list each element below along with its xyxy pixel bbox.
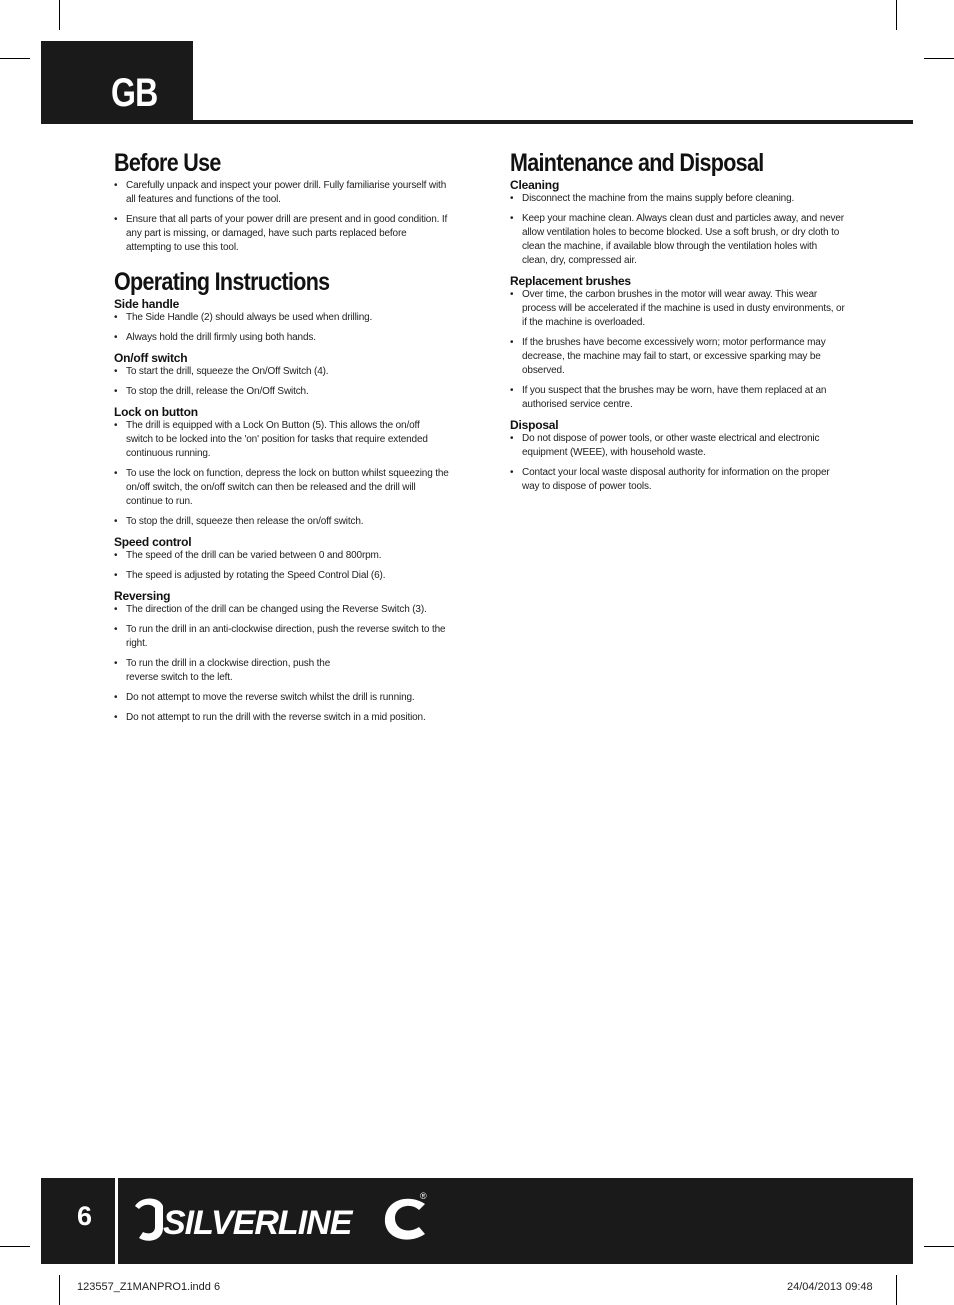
crop-mark — [896, 0, 897, 30]
lock-on-heading: Lock on button — [114, 405, 198, 419]
lock-on-list — [114, 419, 449, 529]
list-item: • Do not attempt to run the drill with the reverse switch in a mid position. — [114, 711, 449, 725]
list-item: • Contact your local waste disposal authority for information on the proper way to dispose of power tools. — [510, 466, 845, 494]
speed-list — [114, 549, 449, 583]
list-item: • To stop the drill, squeeze then release the on/off switch. — [114, 515, 449, 529]
reversing-list — [114, 603, 449, 725]
footer-bar — [41, 1178, 913, 1264]
footer-divider — [115, 1178, 118, 1264]
list-item: • Do not attempt to move the reverse switch whilst the drill is running. — [114, 691, 449, 705]
registered-mark: ® — [420, 1191, 427, 1201]
silverline-logo — [129, 1186, 439, 1252]
wrench-right-icon — [385, 1199, 425, 1240]
list-item: • The speed of the drill can be varied between 0 and 800rpm. — [114, 549, 449, 563]
slug-datetime: 24/04/2013 09:48 — [787, 1281, 873, 1293]
brand-wordmark: SILVERLINE — [163, 1204, 352, 1242]
disposal-heading: Disposal — [510, 418, 559, 432]
right-column — [510, 148, 845, 500]
on-off-list — [114, 365, 449, 399]
list-item: • Ensure that all parts of your power drill are present and in good condition. If any part is missing, or damaged, have such parts replaced before attempting to use this tool. — [114, 213, 449, 255]
operating-title: Operating Instructions — [114, 268, 330, 296]
side-handle-list — [114, 311, 449, 345]
list-item: • If you suspect that the brushes may be worn, have them replaced at an authorised service centre. — [510, 384, 845, 412]
list-item: • To run the drill in an anti-clockwise direction, push the reverse switch to the right. — [114, 623, 449, 651]
disposal-list — [510, 432, 845, 494]
left-column — [114, 148, 449, 731]
list-item: • To start the drill, squeeze the On/Off Switch (4). — [114, 365, 449, 379]
list-item: • The Side Handle (2) should always be used when drilling. — [114, 311, 449, 325]
cleaning-heading: Cleaning — [510, 178, 560, 192]
crop-mark — [0, 1246, 30, 1247]
brushes-heading: Replacement brushes — [510, 274, 631, 288]
list-item: • The drill is equipped with a Lock On Button (5). This allows the on/off switch to be locked into the 'on' position for tasks that require extended continuous running. — [114, 419, 449, 461]
speed-heading: Speed control — [114, 535, 192, 549]
cleaning-list — [510, 192, 845, 268]
list-item: • To stop the drill, release the On/Off Switch. — [114, 385, 449, 399]
slug-filename: 123557_Z1MANPRO1.indd 6 — [77, 1281, 221, 1293]
list-item: • Keep your machine clean. Always clean dust and particles away, and never allow ventilation holes to become blocked. Use a soft brush, or dry cloth to clean the machine, if available blow through the ventilation holes with clean, dry, compressed air. — [510, 212, 845, 268]
wrench-left-icon — [135, 1199, 163, 1241]
crop-mark — [59, 0, 60, 30]
list-item: • Carefully unpack and inspect your power drill. Fully familiarise yourself with all features and functions of the tool. — [114, 179, 449, 207]
crop-mark — [59, 1275, 60, 1305]
list-item: • To run the drill in a clockwise direction, push the reverse switch to the left. — [114, 657, 449, 685]
header-rule — [193, 120, 913, 124]
language-label: GB — [111, 71, 158, 115]
list-item: • To use the lock on function, depress the lock on button whilst squeezing the on/off switch, the on/off switch can then be released and the drill will continue to run. — [114, 467, 449, 509]
brushes-list — [510, 288, 845, 412]
list-item: • Disconnect the machine from the mains supply before cleaning. — [510, 192, 845, 206]
crop-mark — [924, 1246, 954, 1247]
list-item: • The speed is adjusted by rotating the Speed Control Dial (6). — [114, 569, 449, 583]
crop-mark — [896, 1275, 897, 1305]
on-off-heading: On/off switch — [114, 351, 188, 365]
list-item: • Do not dispose of power tools, or other waste electrical and electronic equipment (WEEE), with household waste. — [510, 432, 845, 460]
list-item: • The direction of the drill can be changed using the Reverse Switch (3). — [114, 603, 449, 617]
before-use-list — [114, 179, 449, 255]
crop-mark — [924, 58, 954, 59]
page-number: 6 — [77, 1201, 93, 1231]
list-item: • If the brushes have become excessively worn; motor performance may decrease, the machine may fail to start, or excessive sparking may be observed. — [510, 336, 845, 378]
list-item: • Always hold the drill firmly using both hands. — [114, 331, 449, 345]
before-use-title: Before Use — [114, 149, 221, 177]
side-handle-heading: Side handle — [114, 297, 180, 311]
maintenance-title: Maintenance and Disposal — [510, 149, 764, 177]
reversing-heading: Reversing — [114, 589, 171, 603]
list-item: • Over time, the carbon brushes in the motor will wear away. This wear process will be accelerated if the machine is used in dusty environments, or if the machine is overloaded. — [510, 288, 845, 330]
language-tab — [41, 41, 193, 124]
crop-mark — [0, 58, 30, 59]
